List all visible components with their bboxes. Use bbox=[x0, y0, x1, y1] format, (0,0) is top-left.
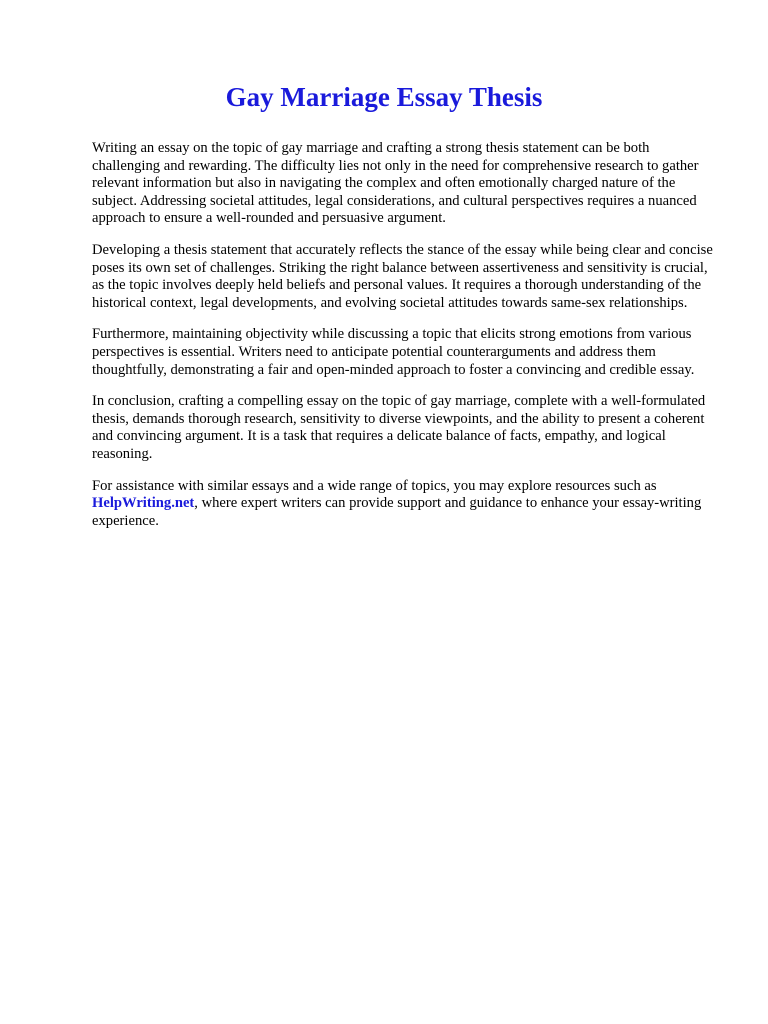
helpwriting-link[interactable]: HelpWriting.net bbox=[92, 495, 195, 512]
paragraph-5-text-before-link: For assistance with similar essays and a wide range of topics, you may explore resources such as bbox=[92, 477, 657, 494]
paragraph-1: Writing an essay on the topic of gay marriage and crafting a strong thesis statement can be both challenging and rewarding. The difficulty lies not only in the need for comprehensive research to gather relevant information but also in navigating the complex and often emotionally charged nature of the subject. Addressing societal attitudes, legal considerations, and cultural perspectives requires a nuanced approach to ensure a well-rounded and persuasive argument. bbox=[92, 140, 699, 227]
paragraph-4: In conclusion, crafting a compelling essay on the topic of gay marriage, complete with a well-formulated thesis, demands thorough research, sensitivity to diverse viewpoints, and the ability to present a coherent and convincing argument. It is a task that requires a delicate balance of facts, empathy, and logical reasoning. bbox=[92, 393, 706, 462]
paragraph-5 bbox=[92, 478, 721, 531]
paragraph-2: Developing a thesis statement that accurately reflects the stance of the essay while being clear and concise poses its own set of challenges. Striking the right balance between assertiveness and sensitivity is crucial, as the topic involves deeply held beliefs and personal values. It requires a thorough understanding of the historical context, legal developments, and evolving societal attitudes towards same-sex relationships. bbox=[92, 241, 713, 311]
page-title: Gay Marriage Essay Thesis bbox=[225, 82, 543, 112]
paragraph-3: Furthermore, maintaining objectivity while discussing a topic that elicits strong emotions from various perspectives is essential. Writers need to anticipate potential counterarguments and address them thoughtfully, demonstrating a fair and open-minded approach to foster a convincing and credible essay. bbox=[92, 326, 695, 378]
paragraph-5-text-after-link: , where expert writers can provide support and guidance to enhance your essay-writing experience. bbox=[92, 495, 702, 529]
